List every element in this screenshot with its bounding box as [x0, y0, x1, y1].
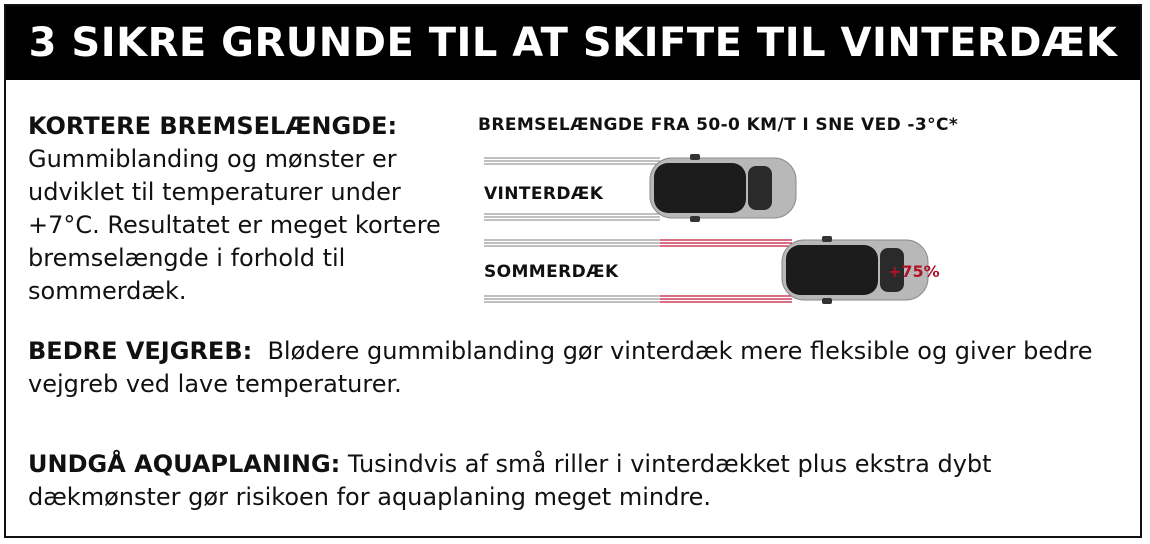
row-label-summer: SOMMERDÆK: [484, 262, 619, 282]
section-braking: [28, 110, 458, 308]
chart-title: BREMSELÆNGDE FRA 50-0 KM/T I SNE VED -3°C*: [478, 115, 959, 135]
section-grip-heading: BEDRE VEJGREB:: [28, 337, 253, 365]
section-braking-heading: KORTERE BREMSELÆNGDE:: [28, 112, 398, 140]
header-bar: [6, 6, 1140, 80]
section-aquaplaning-heading: UNDGÅ AQUAPLANING:: [28, 450, 341, 478]
row-label-winter: VINTERDÆK: [484, 184, 604, 204]
section-aquaplaning: [28, 448, 1118, 514]
braking-chart-svg: [478, 110, 1128, 320]
section-aquaplaning-body: Tusindvis af små riller i vinterdækket plus ekstra dybt dækmønster gør risikoen for aquaplaning meget mindre.: [28, 450, 992, 511]
section-grip: [28, 335, 1118, 401]
page-title: 3 SIKRE GRUNDE TIL AT SKIFTE TIL VINTERDÆK: [28, 20, 1118, 66]
braking-chart: [478, 110, 1128, 320]
car-icon-winter: [650, 154, 796, 222]
summer-extra-label: +75%: [888, 262, 940, 281]
section-grip-body: Blødere gummiblanding gør vinterdæk mere fleksible og giver bedre vejgreb ved lave temperaturer.: [28, 337, 1093, 398]
section-braking-body: Gummiblanding og mønster er udviklet til temperaturer under +7°C. Resultatet er meget kortere bremselængde i forhold til sommerdæk.: [28, 145, 441, 305]
